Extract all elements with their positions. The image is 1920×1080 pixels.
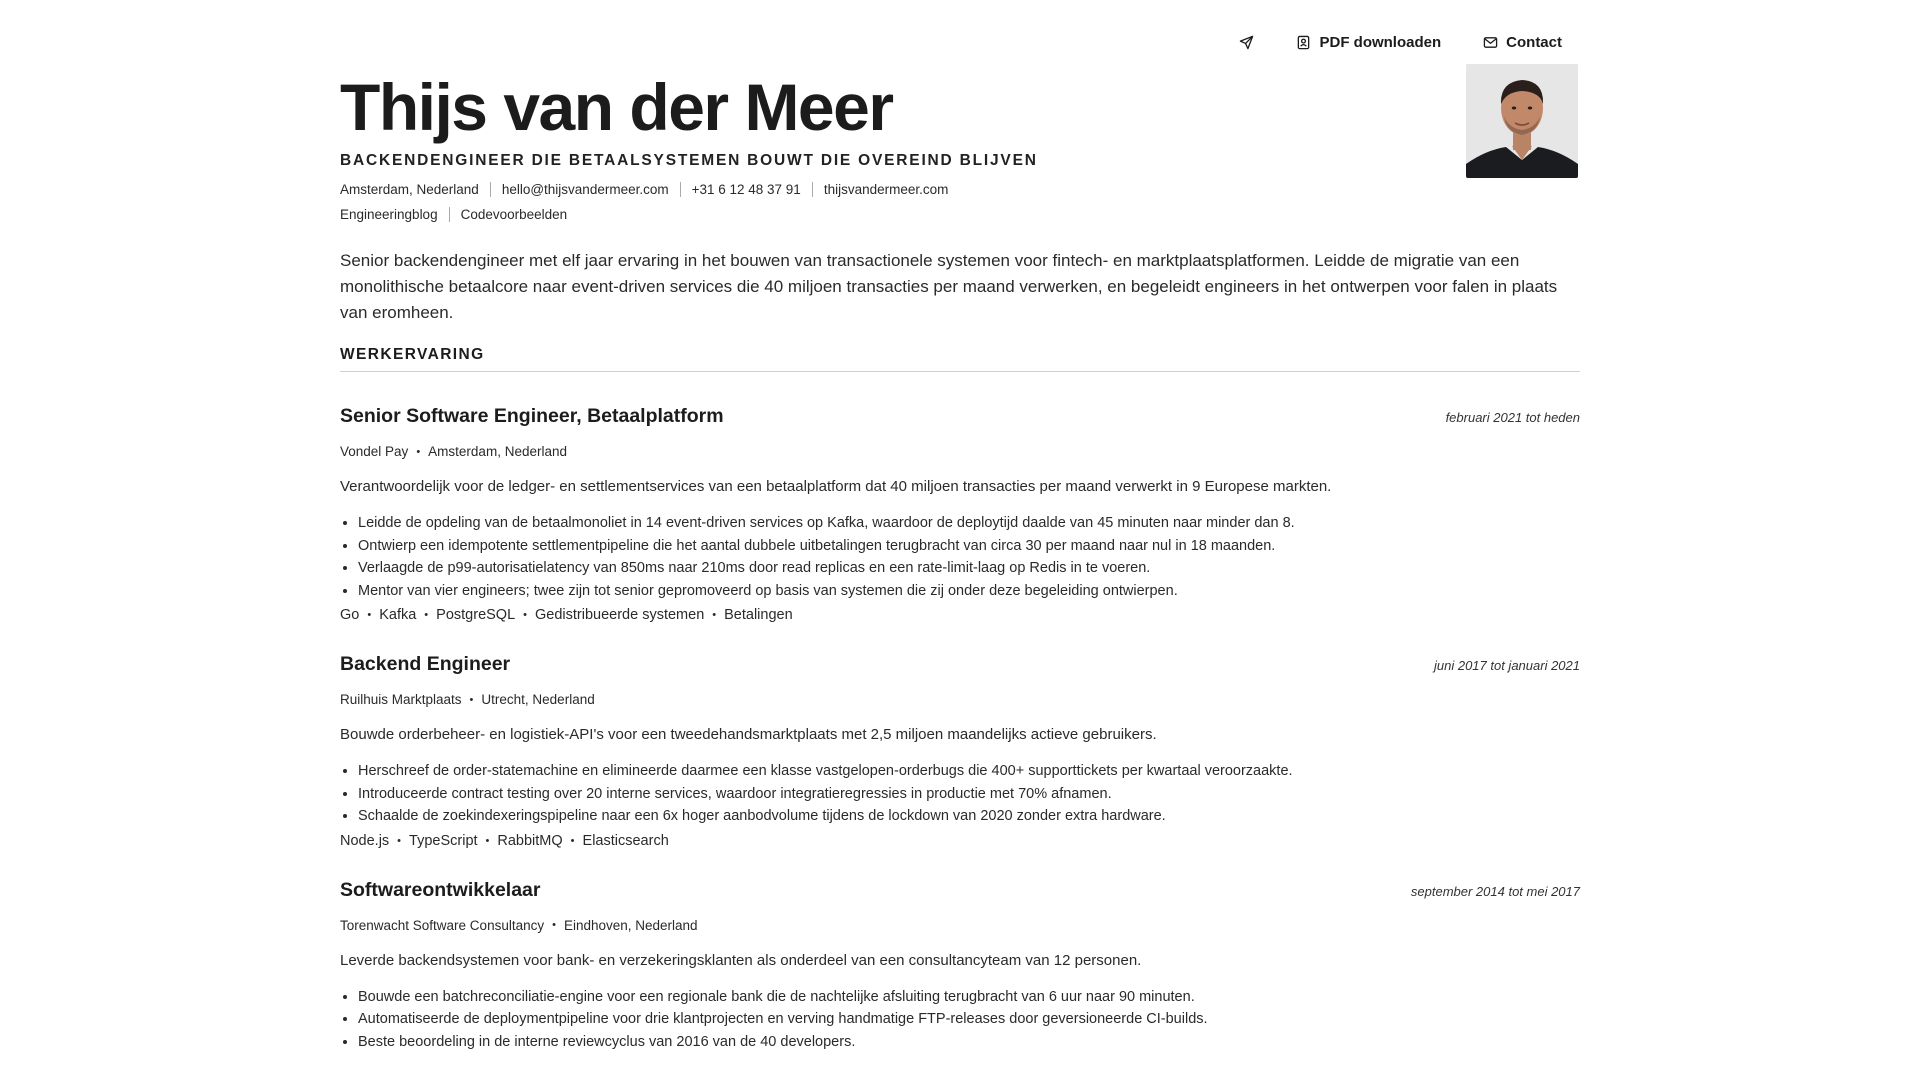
- job-header: [340, 879, 1580, 902]
- pdf-download-label: PDF downloaden: [1319, 33, 1442, 51]
- achievement-item: • Ontwierp een idempotente settlementpipeline die het aantal dubbele uitbetalingen terugbracht van circa 30 per maand naar nul in 18 maanden.: [358, 535, 1580, 558]
- pdf-download-button[interactable]: [1296, 34, 1441, 51]
- contact-label: Contact: [1506, 33, 1562, 51]
- bullet-separator: •: [397, 834, 402, 847]
- profile-name: Thijs van der Meer: [340, 70, 893, 144]
- phone-link[interactable]: +31 6 12 48 37 91: [691, 182, 801, 197]
- bullet-separator: •: [367, 609, 372, 621]
- skill-tags: [340, 607, 1580, 623]
- bullet-separator: •: [416, 445, 421, 458]
- experience-list: [340, 405, 1580, 1053]
- mail-icon: [1483, 35, 1498, 50]
- bullet-separator: •: [469, 693, 474, 706]
- email-link[interactable]: hello@thijsvandermeer.com: [501, 182, 669, 197]
- bullet-separator: •: [570, 834, 575, 847]
- skill-tag: RabbitMQ: [497, 832, 563, 849]
- profile-summary: Senior backendengineer met elf jaar ervaring in het bouwen van transactionele systemen voor fintech- en marktplaatsplatformen. Leidde de migratie van een monolithische betaalcore naar event-driven services die 40 miljoen transacties per maand verwerken, en begeleidt engineers in het ontwerpen voor falen in plaats van eromheen.: [340, 251, 1558, 322]
- website-link[interactable]: thijsvandermeer.com: [823, 182, 949, 197]
- contact-button[interactable]: [1483, 34, 1562, 51]
- skill-tag: PostgreSQL: [436, 607, 516, 623]
- divider: [449, 207, 450, 222]
- job-dates: juni 2017 tot januari 2021: [1433, 658, 1580, 673]
- job-organization: [340, 444, 1580, 459]
- section-heading-experience: WERKERVARING: [340, 346, 1580, 372]
- experience-item: [340, 879, 1580, 1054]
- achievement-item: • Leidde de opdeling van de betaalmonoliet in 14 event-driven services op Kafka, waardoor de deploytijd daalde van 45 minuten naar minder dan 8.: [358, 512, 1580, 535]
- location-text: Amsterdam, Nederland: [340, 182, 479, 197]
- skill-tag: Node.js: [340, 832, 390, 849]
- contact-details: [340, 182, 1580, 197]
- skill-tag: Elasticsearch: [582, 832, 669, 849]
- job-header: [340, 653, 1580, 676]
- company-name: Ruilhuis Marktplaats: [340, 692, 462, 707]
- skill-tag: TypeScript: [409, 832, 478, 849]
- job-location: Amsterdam, Nederland: [428, 444, 567, 459]
- company-name: Torenwacht Software Consultancy: [340, 917, 545, 933]
- job-title: Backend Engineer: [340, 653, 511, 675]
- share-button[interactable]: [1239, 35, 1254, 50]
- achievement-item: • Mentor van vier engineers; twee zijn tot senior gepromoveerd op basis van systemen die zij onder deze begeleiding ontwierpen.: [358, 580, 1580, 603]
- skill-tag: Go: [340, 607, 360, 623]
- achievement-list: [340, 760, 1580, 828]
- skill-tags: [340, 833, 1580, 849]
- job-organization: [340, 918, 1580, 933]
- resume-page: [340, 0, 1580, 1053]
- pdf-icon: [1296, 35, 1311, 50]
- blog-link[interactable]: Engineeringblog: [340, 207, 438, 222]
- divider: [490, 182, 491, 197]
- achievement-item: • Automatiseerde de deploymentpipeline voor drie klantprojecten en verving handmatige FTP-releases door geversioneerde CI-builds.: [358, 1008, 1580, 1031]
- job-location: Eindhoven, Nederland: [563, 917, 698, 933]
- bullet-separator: •: [552, 919, 556, 931]
- experience-item: [340, 405, 1580, 623]
- job-dates: september 2014 tot mei 2017: [1410, 883, 1580, 899]
- achievement-item: • Verlaagde de p99-autorisatielatency van 850ms naar 210ms door read replicas en een rate-limit-laag op Redis in te voeren.: [358, 557, 1580, 580]
- achievement-list: [340, 986, 1580, 1054]
- avatar: [1466, 64, 1578, 178]
- achievement-list: [340, 512, 1580, 602]
- send-icon: [1239, 35, 1254, 50]
- job-title: Senior Software Engineer, Betaalplatform: [340, 405, 724, 427]
- code-samples-link[interactable]: Codevoorbeelden: [460, 207, 568, 222]
- job-dates: februari 2021 tot heden: [1445, 410, 1580, 425]
- experience-item: [340, 653, 1580, 849]
- job-title: Softwareontwikkelaar: [340, 878, 541, 901]
- bullet-separator: •: [523, 609, 528, 621]
- skill-tag: Betalingen: [724, 607, 793, 623]
- job-description: Verantwoordelijk voor de ledger- en settlementservices van een betaalplatform dat 40 miljoen transacties per maand verwerkt in 9 Europese markten.: [340, 478, 1332, 495]
- profile-links: [340, 207, 1580, 222]
- skill-tag: Kafka: [379, 607, 417, 623]
- bullet-separator: •: [424, 609, 429, 621]
- divider: [812, 182, 813, 197]
- achievement-item: • Schaalde de zoekindexeringspipeline naar een 6x hoger aanbodvolume tijdens de lockdown van 2020 zonder extra hardware.: [358, 805, 1580, 828]
- job-header: [340, 405, 1580, 428]
- job-description: Leverde backendsystemen voor bank- en verzekeringsklanten als onderdeel van een consultancyteam van 12 personen.: [340, 951, 1142, 969]
- profile-header: [340, 70, 1580, 222]
- divider: [680, 182, 681, 197]
- achievement-item: • Beste beoordeling in de interne reviewcyclus van 2016 van de 40 developers.: [358, 1031, 1580, 1054]
- achievement-item: • Herschreef de order-statemachine en elimineerde daarmee een klasse vastgelopen-orderbugs die 400+ supporttickets per kwartaal veroorzaakte.: [358, 760, 1580, 783]
- achievement-item: • Introduceerde contract testing over 20 interne services, waardoor integratieregressies in productie met 70% afnamen.: [358, 783, 1580, 806]
- company-name: Vondel Pay: [340, 444, 409, 459]
- job-description: Bouwde orderbeheer- en logistiek-API's voor een tweedehandsmarktplaats met 2,5 miljoen maandelijks actieve gebruikers.: [340, 726, 1157, 743]
- bullet-separator: •: [485, 834, 490, 847]
- skill-tag: Gedistribueerde systemen: [535, 607, 705, 623]
- achievement-item: • Bouwde een batchreconciliatie-engine voor een regionale bank die de nachtelijke afsluiting terugbracht van 6 uur naar 90 minuten.: [358, 986, 1580, 1009]
- job-location: Utrecht, Nederland: [481, 692, 595, 707]
- profile-photo: [1466, 64, 1578, 178]
- job-organization: [340, 692, 1580, 707]
- bullet-separator: •: [712, 609, 717, 621]
- profile-headline: BACKENDENGINEER DIE BETAALSYSTEMEN BOUWT DIE OVEREIND BLIJVEN: [340, 152, 1038, 169]
